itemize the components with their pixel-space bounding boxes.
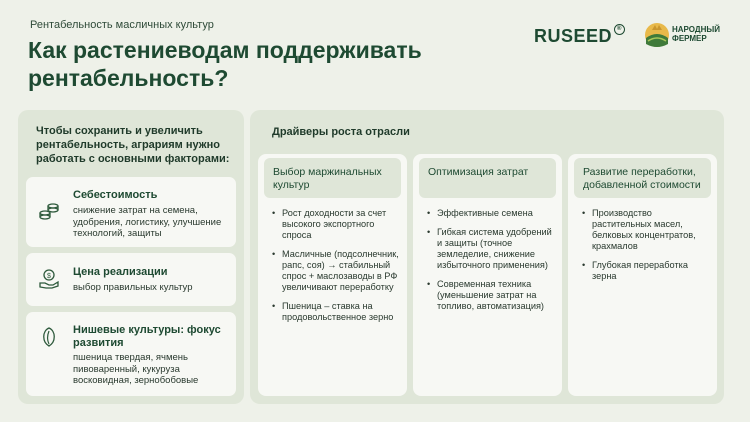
seed-icon	[38, 326, 60, 348]
driver-column-crops	[258, 154, 407, 396]
driver-column-header	[419, 158, 556, 198]
factor-title-niche: Нишевые культуры: фокус развития	[73, 324, 221, 349]
factor-desc-price: выбор правильных культур	[73, 282, 193, 293]
driver-title-processing: Развитие переработки, добавленной стоимости	[583, 166, 701, 191]
farmer-emblem-icon	[644, 22, 670, 48]
list-item: • Глубокая переработка зерна	[582, 260, 711, 282]
driver-column-header	[264, 158, 401, 198]
driver-column-header	[574, 158, 711, 198]
factor-desc-niche: пшеница твердая, ячмень пивоваренный, кукуруза восковидная, зернобобовые	[73, 352, 199, 386]
factor-desc-cost: снижение затрат на семена, удобрения, логистику, улучшение технологий, защиты	[73, 205, 222, 239]
hand-money-icon	[38, 268, 60, 290]
svg-text:$: $	[47, 273, 51, 280]
driver-list-costs	[413, 208, 562, 320]
list-item: • Гибкая система удобрений и защиты (точное земледелие, снижение избыточного применения)	[427, 227, 556, 271]
list-item: • Эффективные семена	[427, 208, 556, 219]
driver-list-crops	[258, 208, 407, 331]
list-item: • Пшеница – ставка на продовольственное зерно	[272, 301, 401, 323]
ruseed-logo-text: RUSEED	[534, 26, 613, 46]
factor-title-cost: Себестоимость	[73, 189, 158, 201]
list-item: • Производство растительных масел, белковых концентратов, крахмалов	[582, 208, 711, 252]
driver-column-processing	[568, 154, 717, 396]
driver-title-costs: Оптимизация затрат	[428, 166, 529, 178]
list-item: • Масличные (подсолнечник, рапс, соя) → стабильный спрос + маслозаводы в РФ увеличивают переработку	[272, 249, 401, 293]
list-item: • Современная техника (уменьшение затрат на топливо, автоматизация)	[427, 279, 556, 312]
driver-column-costs	[413, 154, 562, 396]
narodny-fermer-logo	[644, 22, 734, 48]
registered-mark: ®	[614, 24, 625, 35]
factor-card-price	[26, 253, 236, 306]
factor-card-niche	[26, 312, 236, 396]
coins-icon	[38, 201, 60, 223]
slide-subtitle: Рентабельность масличных культур	[30, 19, 214, 31]
driver-list-processing	[568, 208, 717, 290]
farmer-logo-line2: ФЕРМЕР	[672, 34, 707, 43]
driver-title-crops: Выбор маржинальных культур	[273, 166, 382, 191]
factor-card-cost	[26, 177, 236, 247]
drivers-heading: Драйверы роста отрасли	[272, 126, 410, 138]
ruseed-logo	[534, 26, 625, 47]
factors-heading: Чтобы сохранить и увеличить рентабельность, аграриям нужно работать с основными факторами:	[36, 125, 230, 165]
slide-title: Как растениеводам поддерживать рентабельность?	[28, 37, 422, 91]
list-item: • Рост доходности за счет высокого экспортного спроса	[272, 208, 401, 241]
farmer-logo-line1: НАРОДНЫЙ	[672, 25, 720, 34]
factor-title-price: Цена реализации	[73, 266, 168, 278]
